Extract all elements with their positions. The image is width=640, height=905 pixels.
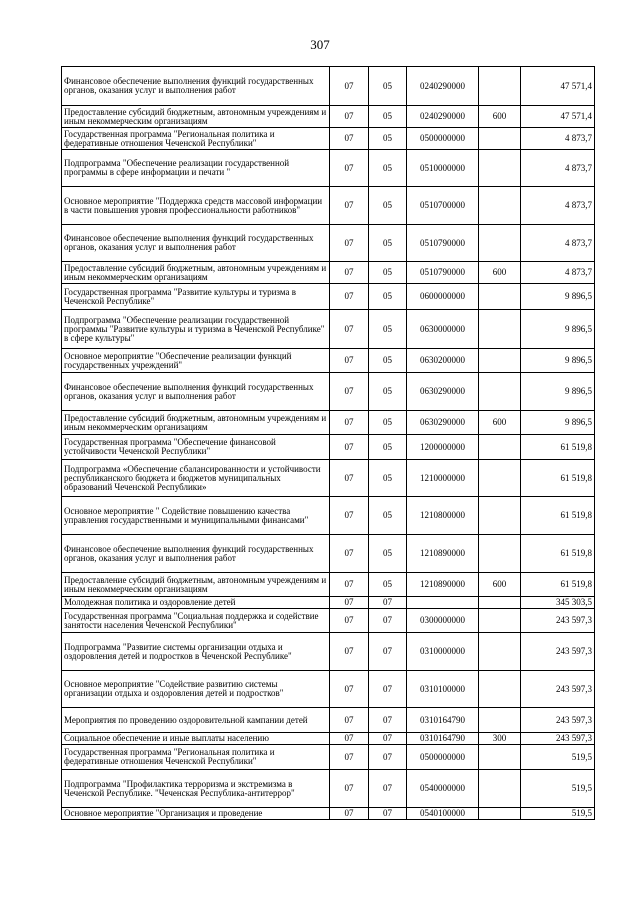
row-expense-type: [479, 671, 521, 708]
row-sum: 243 597,3: [521, 609, 595, 633]
row-section: 07: [330, 310, 369, 349]
table-row: [62, 497, 595, 535]
row-target-article: 0510700000: [407, 187, 479, 225]
row-expense-type: [479, 67, 521, 106]
row-section: 07: [330, 708, 369, 733]
table-row: [62, 733, 595, 745]
row-name: Предоставление субсидий бюджетным, автономным учреждениям и иным некоммерческим организациям: [62, 262, 330, 284]
row-section: 07: [330, 609, 369, 633]
table-row: [62, 262, 595, 284]
row-target-article: 0310164790: [407, 733, 479, 745]
row-expense-type: 300: [479, 733, 521, 745]
row-subsection: 05: [369, 262, 407, 284]
row-section: 07: [330, 128, 369, 150]
table-row: [62, 708, 595, 733]
row-target-article: 1200000000: [407, 435, 479, 460]
row-expense-type: [479, 373, 521, 411]
row-target-article: 0300000000: [407, 609, 479, 633]
row-section: 07: [330, 573, 369, 597]
row-section: 07: [330, 435, 369, 460]
table-row: [62, 150, 595, 187]
table-row: [62, 411, 595, 435]
row-subsection: 07: [369, 597, 407, 609]
row-subsection: 07: [369, 609, 407, 633]
row-target-article: 1210890000: [407, 535, 479, 573]
row-section: 07: [330, 745, 369, 770]
table-row: [62, 67, 595, 106]
row-subsection: 05: [369, 373, 407, 411]
row-section: 07: [330, 535, 369, 573]
row-subsection: 07: [369, 633, 407, 671]
row-sum: 61 519,8: [521, 435, 595, 460]
table-row: [62, 310, 595, 349]
row-target-article: 0510790000: [407, 225, 479, 262]
row-sum: 243 597,3: [521, 733, 595, 745]
row-expense-type: [479, 349, 521, 373]
row-name: Мероприятия по проведению оздоровительной кампании детей: [62, 708, 330, 733]
row-target-article: 0540000000: [407, 770, 479, 808]
row-expense-type: [479, 225, 521, 262]
row-subsection: 05: [369, 284, 407, 310]
row-target-article: 0510790000: [407, 262, 479, 284]
budget-table: [61, 66, 595, 820]
row-expense-type: [479, 150, 521, 187]
row-name: Основное мероприятие " Содействие повышению качества управления государственными и муниципальными финансами": [62, 497, 330, 535]
table-row: [62, 435, 595, 460]
row-section: 07: [330, 597, 369, 609]
budget-table-body: [62, 67, 595, 820]
row-section: 07: [330, 733, 369, 745]
row-subsection: 05: [369, 497, 407, 535]
row-subsection: 05: [369, 460, 407, 497]
row-section: 07: [330, 497, 369, 535]
row-section: 07: [330, 106, 369, 128]
row-name: Подпрограмма "Обеспечение реализации государственной программы в сфере информации и печати ": [62, 150, 330, 187]
row-subsection: 05: [369, 573, 407, 597]
row-expense-type: 600: [479, 262, 521, 284]
row-name: Финансовое обеспечение выполнения функций государственных органов, оказания услуг и выполнения работ: [62, 67, 330, 106]
row-section: 07: [330, 225, 369, 262]
row-name: Государственная программа "Региональная политика и федеративные отношения Чеченской Республики": [62, 745, 330, 770]
row-sum: 243 597,3: [521, 708, 595, 733]
row-target-article: 0630000000: [407, 310, 479, 349]
row-name: Государственная программа "Социальная поддержка и содействие занятости населения Чеченской Республики": [62, 609, 330, 633]
row-name: Молодежная политика и оздоровление детей: [62, 597, 330, 609]
row-sum: 9 896,5: [521, 349, 595, 373]
row-target-article: 0240290000: [407, 106, 479, 128]
row-target-article: 0600000000: [407, 284, 479, 310]
row-sum: 61 519,8: [521, 535, 595, 573]
row-target-article: 0510000000: [407, 150, 479, 187]
row-section: 07: [330, 633, 369, 671]
row-sum: 345 303,5: [521, 597, 595, 609]
row-expense-type: [479, 460, 521, 497]
row-sum: 4 873,7: [521, 128, 595, 150]
table-row: [62, 460, 595, 497]
row-target-article: [407, 597, 479, 609]
row-subsection: 07: [369, 671, 407, 708]
row-section: 07: [330, 373, 369, 411]
row-section: 07: [330, 284, 369, 310]
row-target-article: 0630290000: [407, 411, 479, 435]
row-subsection: 07: [369, 808, 407, 820]
row-sum: 9 896,5: [521, 411, 595, 435]
row-name: Предоставление субсидий бюджетным, автономным учреждениям и иным некоммерческим организациям: [62, 411, 330, 435]
table-row: [62, 770, 595, 808]
row-sum: 4 873,7: [521, 150, 595, 187]
table-row: [62, 106, 595, 128]
row-expense-type: [479, 535, 521, 573]
row-expense-type: [479, 597, 521, 609]
row-target-article: 0630200000: [407, 349, 479, 373]
row-target-article: 1210000000: [407, 460, 479, 497]
row-target-article: 0310100000: [407, 671, 479, 708]
row-name: Государственная программа "Региональная политика и федеративные отношения Чеченской Республики": [62, 128, 330, 150]
row-sum: 9 896,5: [521, 284, 595, 310]
row-sum: 519,5: [521, 745, 595, 770]
row-expense-type: [479, 609, 521, 633]
row-section: 07: [330, 808, 369, 820]
row-target-article: 1210800000: [407, 497, 479, 535]
row-sum: 61 519,8: [521, 497, 595, 535]
row-section: 07: [330, 411, 369, 435]
row-name: Подпрограмма "Профилактика терроризма и экстремизма в Чеченской Республике. "Чеченская Республика-антитеррор": [62, 770, 330, 808]
row-subsection: 05: [369, 187, 407, 225]
row-expense-type: [479, 435, 521, 460]
table-row: [62, 128, 595, 150]
row-target-article: 0540100000: [407, 808, 479, 820]
row-name: Основное мероприятие "Поддержка средств массовой информации в части повышения уровня профессиональности работников": [62, 187, 330, 225]
row-section: 07: [330, 349, 369, 373]
row-expense-type: [479, 310, 521, 349]
row-name: Социальное обеспечение и иные выплаты населению: [62, 733, 330, 745]
row-section: 07: [330, 460, 369, 497]
row-expense-type: [479, 770, 521, 808]
row-name: Основное мероприятие "Обеспечение реализации функций государственных учреждений": [62, 349, 330, 373]
row-name: Основное мероприятие "Организация и проведение: [62, 808, 330, 820]
row-expense-type: [479, 128, 521, 150]
row-expense-type: [479, 708, 521, 733]
row-target-article: 0240290000: [407, 67, 479, 106]
table-row: [62, 349, 595, 373]
row-name: Финансовое обеспечение выполнения функций государственных органов, оказания услуг и выполнения работ: [62, 373, 330, 411]
row-name: Основное мероприятие "Содействие развитию системы организации отдыха и оздоровления детей и подростков": [62, 671, 330, 708]
row-expense-type: [479, 633, 521, 671]
row-expense-type: [479, 187, 521, 225]
row-section: 07: [330, 770, 369, 808]
row-target-article: 0630290000: [407, 373, 479, 411]
row-expense-type: 600: [479, 411, 521, 435]
row-name: Финансовое обеспечение выполнения функций государственных органов, оказания услуг и выполнения работ: [62, 535, 330, 573]
table-row: [62, 187, 595, 225]
row-sum: 243 597,3: [521, 633, 595, 671]
row-section: 07: [330, 262, 369, 284]
row-section: 07: [330, 187, 369, 225]
row-subsection: 05: [369, 106, 407, 128]
row-name: Подпрограмма "Развитие системы организации отдыха и оздоровления детей и подростков в Чеченской Республике": [62, 633, 330, 671]
row-target-article: 0500000000: [407, 128, 479, 150]
table-row: [62, 225, 595, 262]
row-sum: 9 896,5: [521, 310, 595, 349]
row-section: 07: [330, 671, 369, 708]
table-row: [62, 535, 595, 573]
row-expense-type: [479, 808, 521, 820]
table-row: [62, 373, 595, 411]
row-section: 07: [330, 150, 369, 187]
row-expense-type: 600: [479, 573, 521, 597]
row-name: Подпрограмма "Обеспечение реализации государственной программы "Развитие культуры и туризма в Чеченской Республике" в сфере культуры": [62, 310, 330, 349]
row-sum: 9 896,5: [521, 373, 595, 411]
row-subsection: 07: [369, 733, 407, 745]
page-number: 307: [310, 37, 330, 52]
table-row: [62, 609, 595, 633]
row-name: Предоставление субсидий бюджетным, автономным учреждениям и иным некоммерческим организациям: [62, 106, 330, 128]
row-subsection: 05: [369, 67, 407, 106]
row-target-article: 0500000000: [407, 745, 479, 770]
row-name: Государственная программа "Обеспечение финансовой устойчивости Чеченской Республики": [62, 435, 330, 460]
row-sum: 61 519,8: [521, 460, 595, 497]
row-section: 07: [330, 67, 369, 106]
row-name: Предоставление субсидий бюджетным, автономным учреждениям и иным некоммерческим организациям: [62, 573, 330, 597]
row-subsection: 07: [369, 745, 407, 770]
row-subsection: 07: [369, 708, 407, 733]
row-sum: 61 519,8: [521, 573, 595, 597]
row-expense-type: [479, 745, 521, 770]
row-target-article: 1210890000: [407, 573, 479, 597]
row-subsection: 05: [369, 349, 407, 373]
row-expense-type: [479, 284, 521, 310]
table-row: [62, 284, 595, 310]
table-row: [62, 633, 595, 671]
row-expense-type: [479, 497, 521, 535]
row-subsection: 05: [369, 310, 407, 349]
row-subsection: 05: [369, 535, 407, 573]
row-name: Подпрограмма «Обеспечение сбалансированности и устойчивости республиканского бюджета и бюджетов муниципальных образований Чеченской Республики»: [62, 460, 330, 497]
row-name: Государственная программа "Развитие культуры и туризма в Чеченской Республике": [62, 284, 330, 310]
row-sum: 47 571,4: [521, 67, 595, 106]
row-sum: 243 597,3: [521, 671, 595, 708]
row-subsection: 05: [369, 411, 407, 435]
table-row: [62, 745, 595, 770]
row-sum: 4 873,7: [521, 262, 595, 284]
table-row: [62, 671, 595, 708]
row-target-article: 0310164790: [407, 708, 479, 733]
row-subsection: 07: [369, 770, 407, 808]
row-subsection: 05: [369, 128, 407, 150]
row-subsection: 05: [369, 225, 407, 262]
table-row: [62, 597, 595, 609]
row-sum: 47 571,4: [521, 106, 595, 128]
row-name: Финансовое обеспечение выполнения функций государственных органов, оказания услуг и выполнения работ: [62, 225, 330, 262]
row-target-article: 0310000000: [407, 633, 479, 671]
row-subsection: 05: [369, 150, 407, 187]
table-row: [62, 808, 595, 820]
row-sum: 4 873,7: [521, 225, 595, 262]
row-subsection: 05: [369, 435, 407, 460]
table-row: [62, 573, 595, 597]
row-expense-type: 600: [479, 106, 521, 128]
row-sum: 519,5: [521, 808, 595, 820]
row-sum: 4 873,7: [521, 187, 595, 225]
row-sum: 519,5: [521, 770, 595, 808]
